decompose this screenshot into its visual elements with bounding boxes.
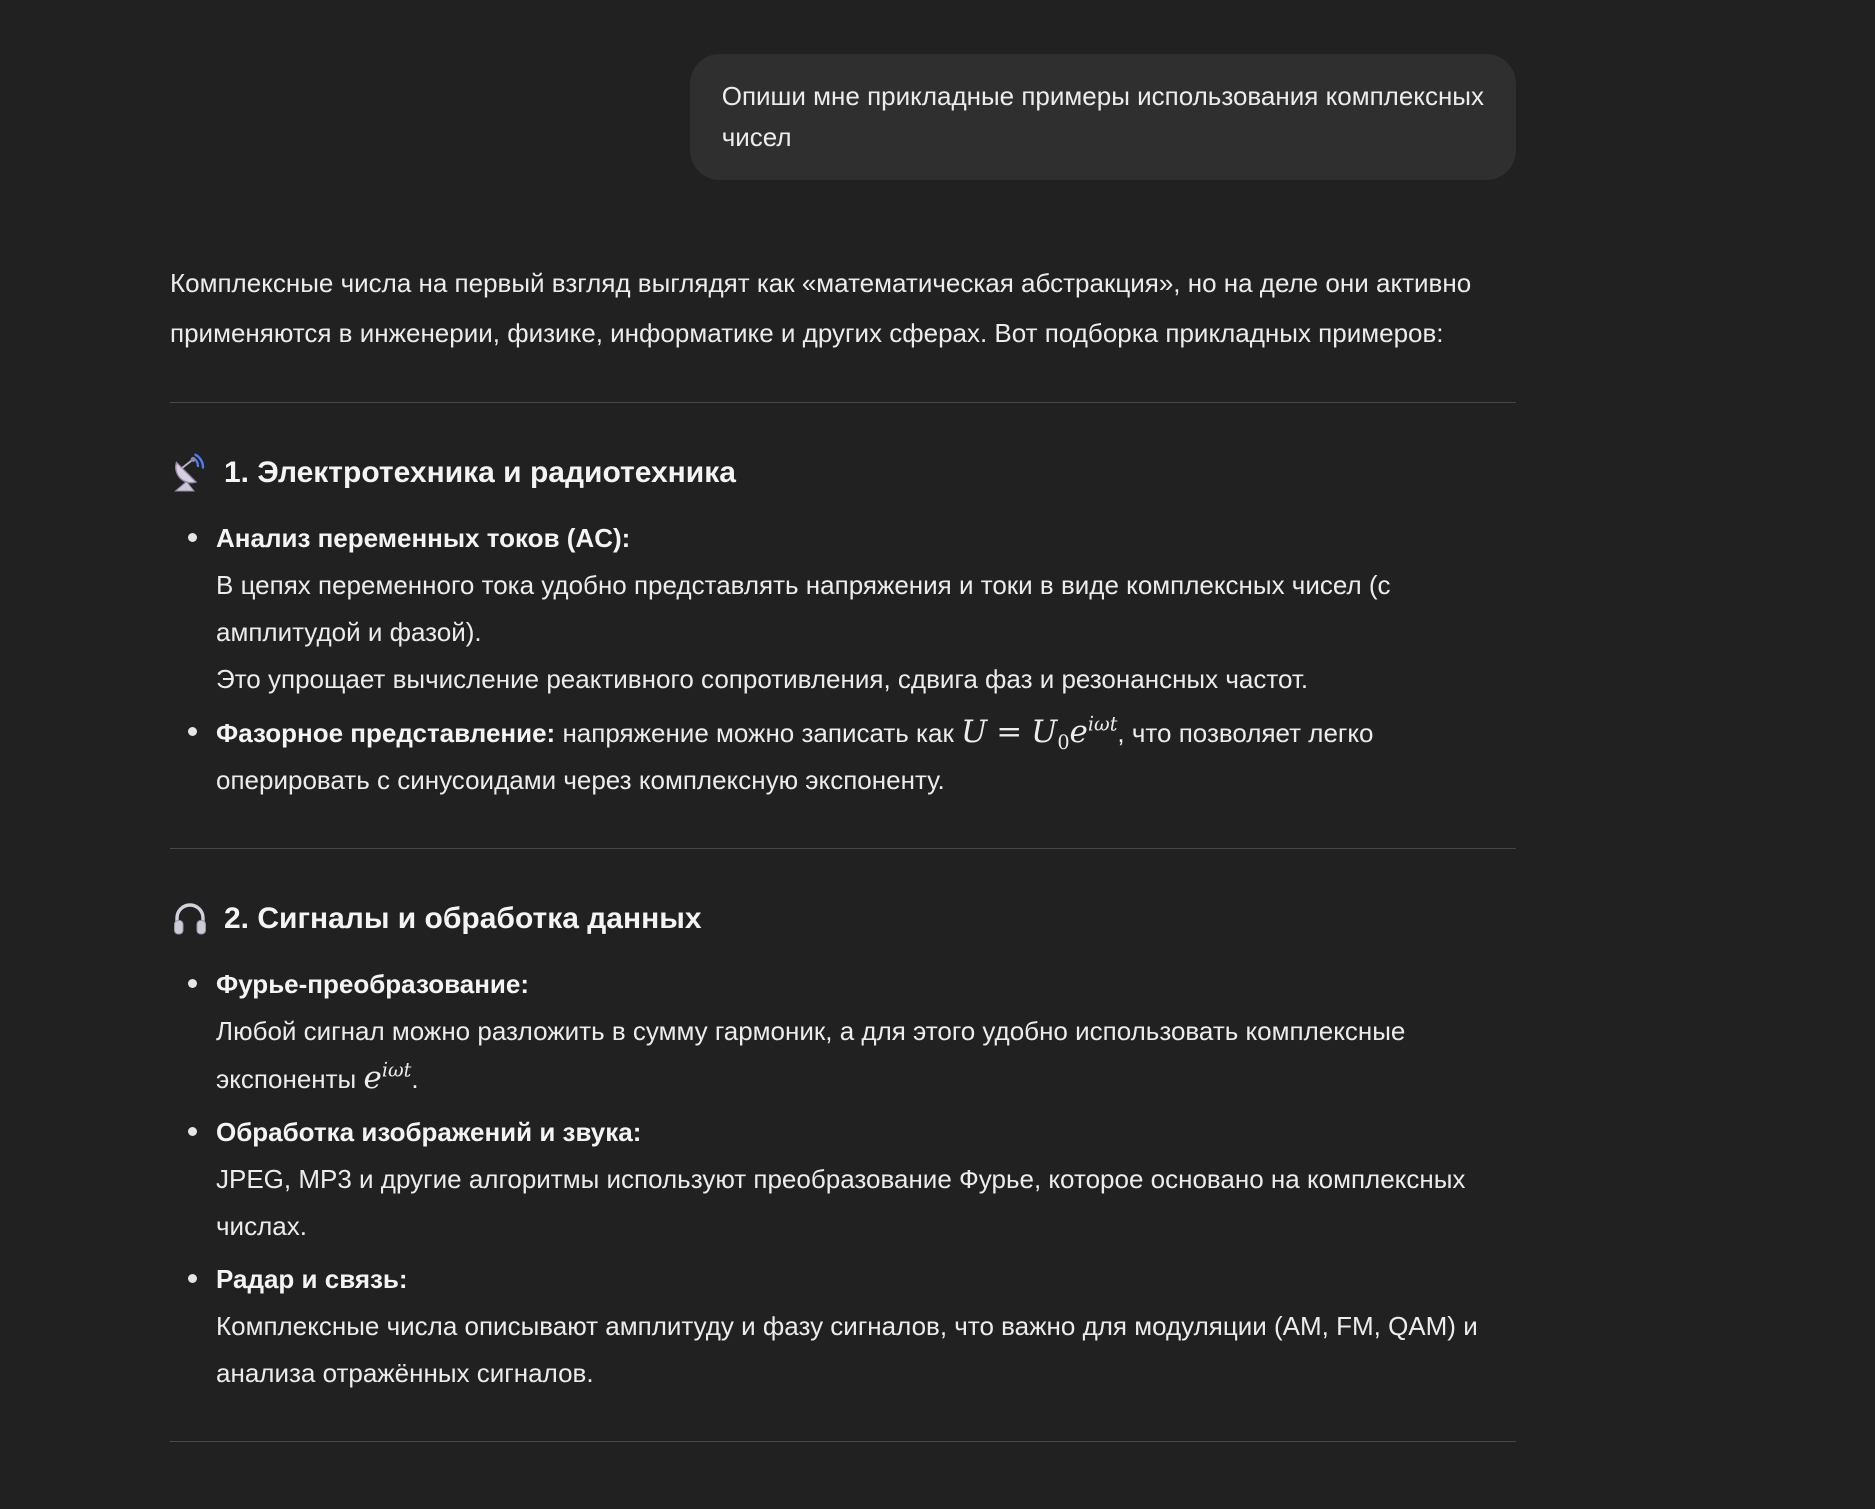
math-subscript: 0: [1057, 731, 1070, 755]
user-message-bubble: [690, 54, 1516, 180]
list-item: [216, 709, 1516, 804]
user-message-row: [170, 54, 1516, 180]
bullet-text: В цепях переменного тока удобно представлять напряжения и токи в виде комплексных чисел (с амплитудой и фазой).: [216, 570, 1391, 647]
user-message-text: Опиши мне прикладные примеры использования комплексных: [721, 81, 1484, 111]
bullet-text: .: [411, 1064, 419, 1094]
headphones-icon: [170, 899, 210, 939]
math-variable: e: [1069, 714, 1088, 750]
bullet-list-electronics: [170, 515, 1516, 804]
list-item: [216, 1256, 1516, 1397]
bullet-list-signals: [170, 961, 1516, 1397]
chat-thread: [170, 0, 1516, 1442]
math-exponent: iωt: [1087, 712, 1118, 736]
bullet-text: Комплексные числа описывают амплитуду и фазу сигналов, что важно для модуляции (AM, FM, QAM) и анализа отражённых сигналов.: [216, 1311, 1478, 1388]
math-variable: U: [961, 714, 988, 750]
list-item: [216, 961, 1516, 1103]
math-formula-phasor: [961, 712, 1118, 755]
bullet-text: , что позволяет легко оперировать с синусоидами через комплексную экспоненту.: [216, 718, 1374, 795]
section-heading-signals: [170, 897, 1516, 941]
user-message-text: чисел: [721, 122, 792, 152]
bullet-label: Фурье-преобразование:: [216, 969, 530, 999]
math-variable: U: [1031, 714, 1058, 750]
bullet-text: Любой сигнал можно разложить в сумму гармоник, а для этого удобно использовать комплексные экспоненты: [216, 1016, 1406, 1094]
bullet-text: напряжение можно записать как: [555, 718, 962, 748]
bullet-label: Радар и связь:: [216, 1264, 408, 1294]
bullet-text: Это упрощает вычисление реактивного сопротивления, сдвига фаз и резонансных частот.: [216, 664, 1309, 694]
bullet-label: Фазорное представление:: [216, 718, 556, 748]
assistant-intro-paragraph: Комплексные числа на первый взгляд выглядят как «математическая абстракция», но на деле они активно применяются в инженерии, физике, информатике и других сферах. Вот подборка прикладных примеров:: [170, 268, 1472, 348]
math-variable: e: [363, 1060, 382, 1096]
bullet-label: Анализ переменных токов (AC):: [216, 523, 631, 553]
math-operator: =: [996, 714, 1023, 750]
bullet-text: JPEG, MP3 и другие алгоритмы используют преобразование Фурье, которое основано на комплексных числах.: [216, 1164, 1466, 1241]
section-title: 1. Электротехника и радиотехника: [224, 456, 736, 489]
section-divider: [170, 848, 1516, 849]
math-formula-exponent: [363, 1060, 411, 1096]
math-exponent: iωt: [381, 1058, 412, 1082]
section-divider: [170, 402, 1516, 403]
section-heading-electronics: [170, 451, 1516, 495]
list-item: [216, 515, 1516, 703]
list-item: [216, 1109, 1516, 1250]
bullet-label: Обработка изображений и звука:: [216, 1117, 642, 1147]
section-title: 2. Сигналы и обработка данных: [224, 902, 702, 935]
satellite-antenna-icon: [170, 453, 210, 493]
section-divider: [170, 1441, 1516, 1442]
